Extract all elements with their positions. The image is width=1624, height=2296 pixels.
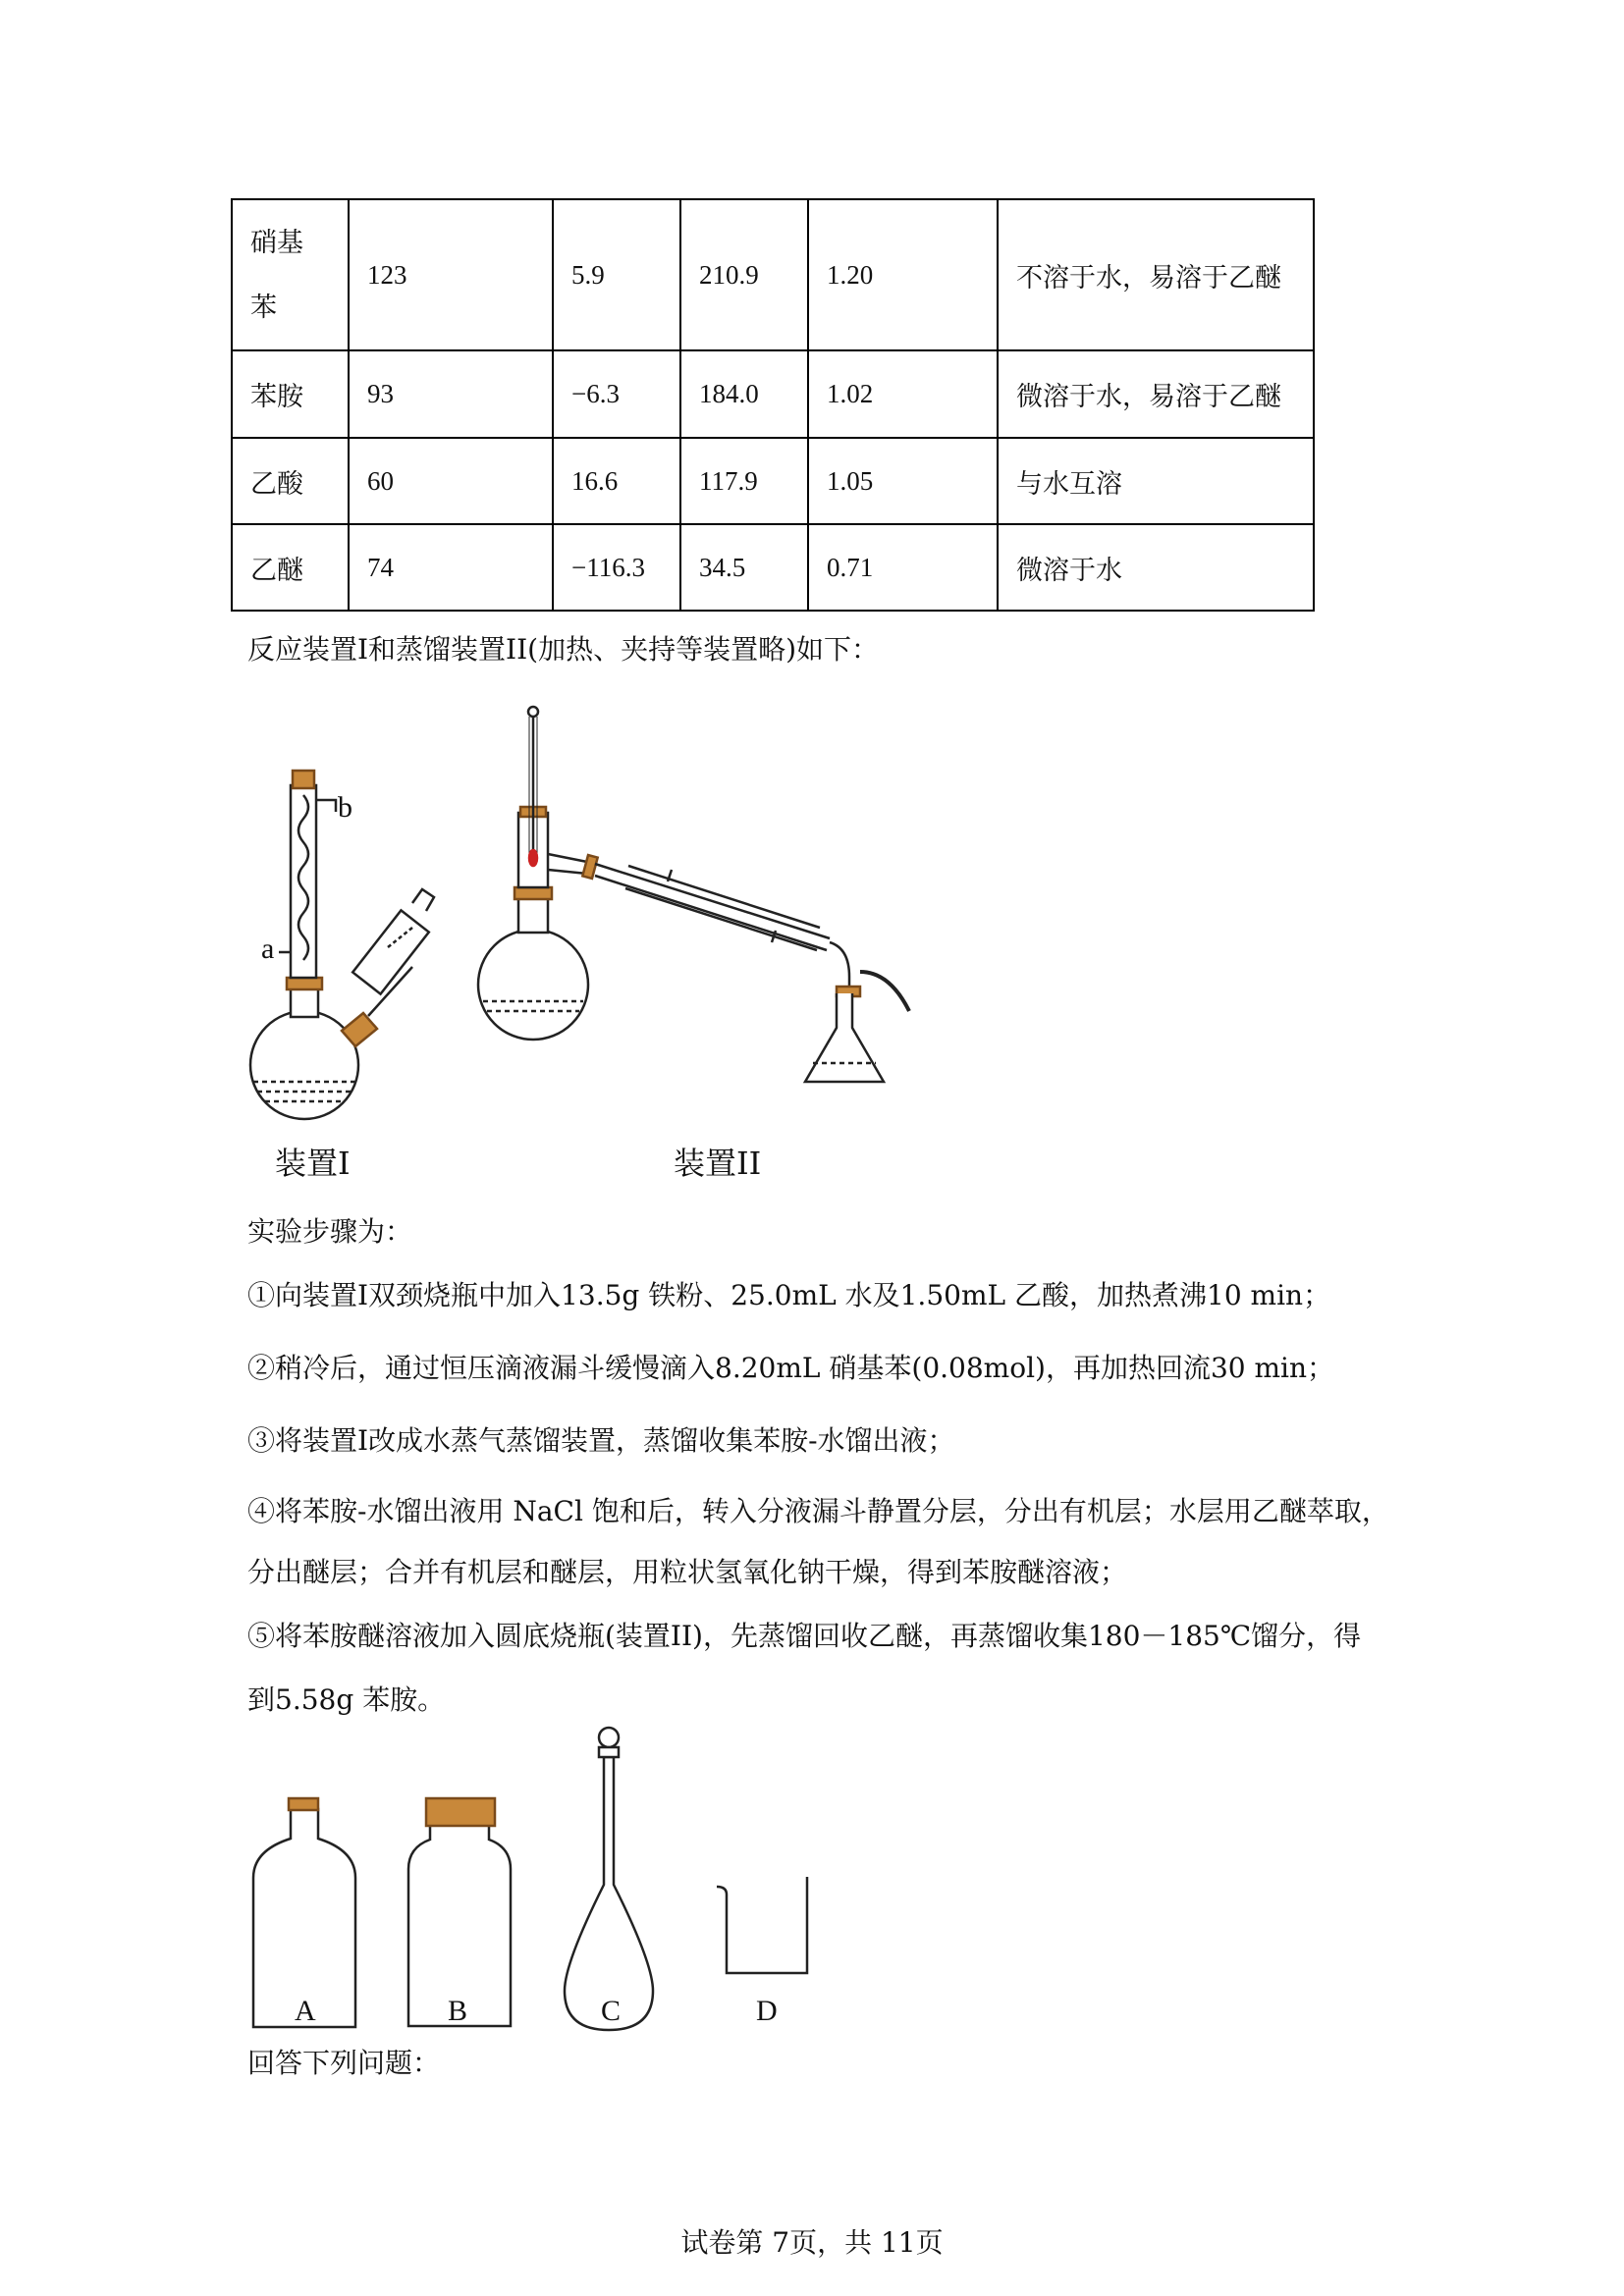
table-cell: 93	[349, 350, 553, 438]
apparatus-i-caption: 装置I	[275, 1145, 351, 1182]
apparatus-ii	[478, 707, 909, 1082]
table-cell: 184.0	[680, 350, 808, 438]
table-cell: 74	[349, 524, 553, 611]
table-cell: 硝基苯	[232, 199, 349, 350]
step-3: ③将装置I改成水蒸气蒸馏装置，蒸馏收集苯胺-水馏出液；	[247, 1424, 955, 1457]
table-cell: 123	[349, 199, 553, 350]
step-2: ②稍冷后，通过恒压滴液漏斗缓慢滴入8.20mL 硝基苯(0.08mol)，再加热回流30 min；	[247, 1352, 1335, 1384]
table-cell: 5.9	[553, 199, 680, 350]
table-cell: 60	[349, 438, 553, 524]
label-b: B	[448, 1995, 468, 2027]
table-cell: 0.71	[808, 524, 998, 611]
stopper	[287, 978, 322, 989]
steps-title: 实验步骤为：	[247, 1215, 413, 1248]
label-c: C	[601, 1995, 622, 2027]
beaker	[717, 1877, 807, 1973]
table-cell: 210.9	[680, 199, 808, 350]
step-5-line-1: ⑤将苯胺醚溶液加入圆底烧瓶(装置II)，先蒸馏回收乙醚，再蒸馏收集180－185℃馏分，得	[247, 1620, 1362, 1652]
apparatus-intro: 反应装置I和蒸馏装置II(加热、夹持等装置略)如下：	[247, 633, 880, 666]
label-d: D	[756, 1995, 778, 2027]
table-cell: −116.3	[553, 524, 680, 611]
table-cell: 微溶于水	[998, 524, 1314, 611]
table-cell: 苯胺	[232, 350, 349, 438]
table-cell: 1.20	[808, 199, 998, 350]
table-cell: 不溶于水，易溶于乙醚	[998, 199, 1314, 350]
step-1: ①向装置I双颈烧瓶中加入13.5g 铁粉、25.0mL 水及1.50mL 乙酸，加热煮沸10 min；	[247, 1279, 1331, 1311]
table-cell: 微溶于水，易溶于乙醚	[998, 350, 1314, 438]
port-label-a: a	[261, 933, 275, 965]
volumetric-flask	[565, 1757, 653, 2030]
label-a: A	[295, 1995, 316, 2027]
glassware-figure	[253, 1728, 807, 2030]
step-4-line-2: 分出醚层；合并有机层和醚层，用粒状氢氧化钠干燥，得到苯胺醚溶液；	[247, 1556, 1128, 1588]
table-cell: 16.6	[553, 438, 680, 524]
table-cell: 乙醚	[232, 524, 349, 611]
table-cell: 34.5	[680, 524, 808, 611]
step-5-line-2: 到5.58g 苯胺。	[247, 1683, 446, 1716]
stopper	[514, 887, 552, 899]
table-cell: 1.02	[808, 350, 998, 438]
table-cell: 117.9	[680, 438, 808, 524]
port-label-b: b	[338, 791, 352, 824]
questions-heading: 回答下列问题：	[247, 2047, 441, 2079]
table-cell: 与水互溶	[998, 438, 1314, 524]
page-footer: 试卷第 7页，共 11页	[680, 2226, 944, 2259]
table-cell: 1.05	[808, 438, 998, 524]
step-4-line-1: ④将苯胺-水馏出液用 NaCl 饱和后，转入分液漏斗静置分层，分出有机层；水层用乙醚萃取，	[247, 1495, 1389, 1527]
table-cell: −6.3	[553, 350, 680, 438]
table-cell: 乙酸	[232, 438, 349, 524]
thermometer-bulb	[529, 850, 537, 866]
apparatus-ii-caption: 装置II	[674, 1145, 762, 1182]
stopper	[293, 771, 314, 788]
